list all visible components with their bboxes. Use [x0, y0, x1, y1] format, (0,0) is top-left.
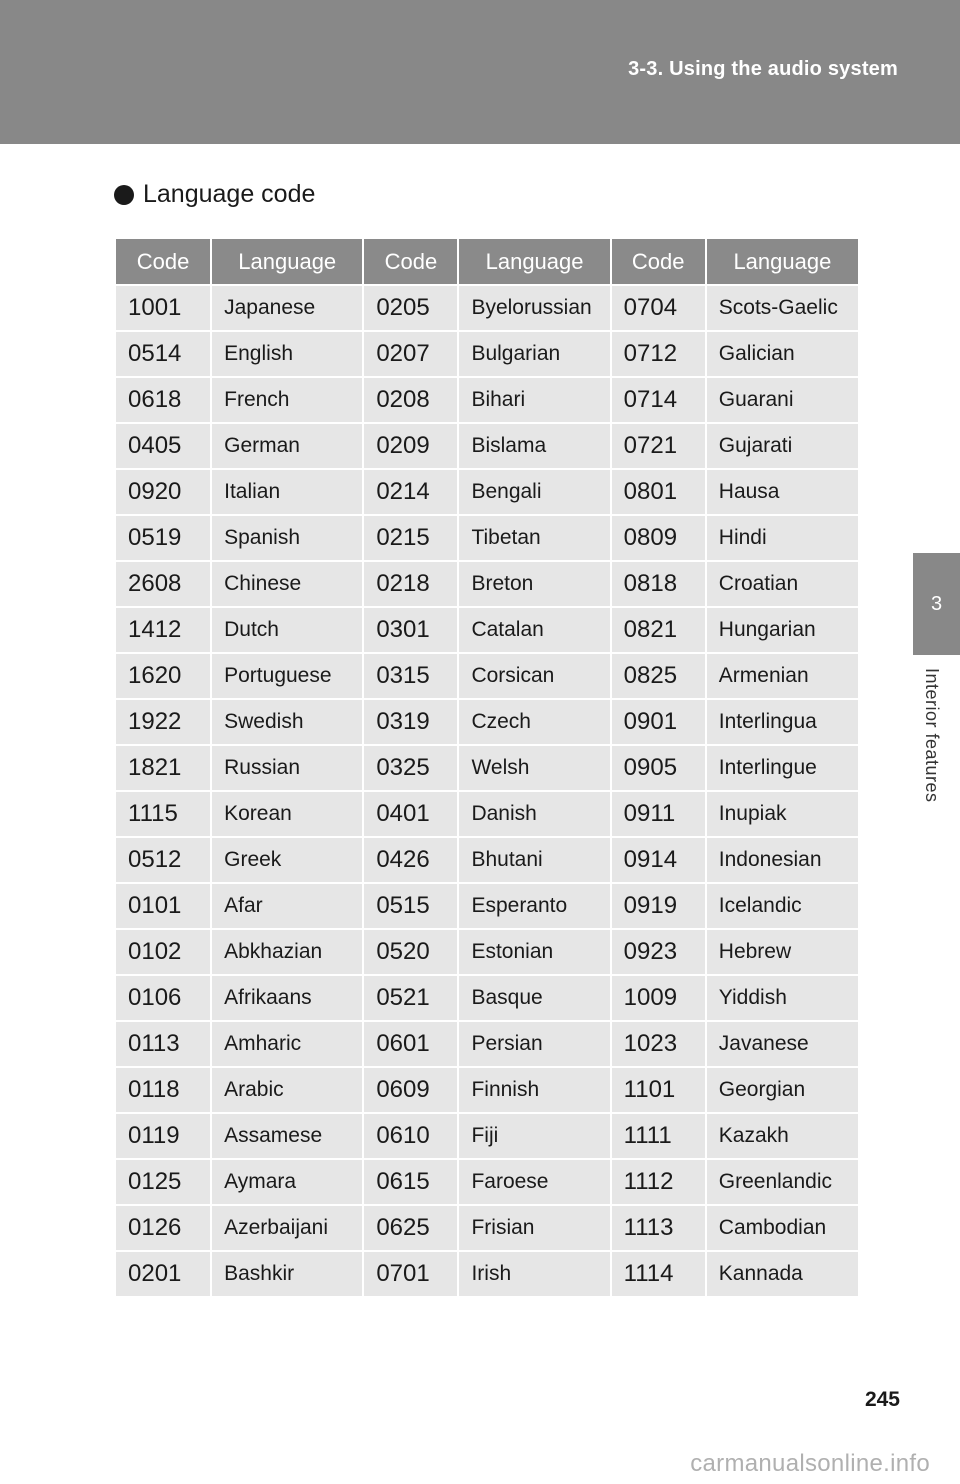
- table-row: [116, 745, 858, 791]
- language-cell: Tibetan: [458, 515, 610, 561]
- code-cell: 0601: [363, 1021, 458, 1067]
- header-bar: [0, 0, 960, 144]
- column-header: Code: [116, 239, 211, 285]
- table-row: [116, 469, 858, 515]
- language-cell: Interlingue: [706, 745, 858, 791]
- language-cell: Faroese: [458, 1159, 610, 1205]
- table-row: [116, 377, 858, 423]
- language-cell: Persian: [458, 1021, 610, 1067]
- code-cell: 0319: [363, 699, 458, 745]
- code-cell: 0315: [363, 653, 458, 699]
- language-cell: Guarani: [706, 377, 858, 423]
- code-cell: 0205: [363, 285, 458, 331]
- table-row: [116, 883, 858, 929]
- language-cell: Yiddish: [706, 975, 858, 1021]
- language-cell: Javanese: [706, 1021, 858, 1067]
- code-cell: 0514: [116, 331, 211, 377]
- column-header: Language: [211, 239, 363, 285]
- language-cell: Catalan: [458, 607, 610, 653]
- code-cell: 0126: [116, 1205, 211, 1251]
- code-cell: 0125: [116, 1159, 211, 1205]
- language-cell: Bhutani: [458, 837, 610, 883]
- chapter-tab: [913, 553, 960, 655]
- table-row: [116, 929, 858, 975]
- table-row: [116, 837, 858, 883]
- code-cell: 1620: [116, 653, 211, 699]
- code-cell: 0721: [611, 423, 706, 469]
- language-cell: Dutch: [211, 607, 363, 653]
- table-row: [116, 1067, 858, 1113]
- table-row: [116, 1021, 858, 1067]
- column-header: Code: [363, 239, 458, 285]
- code-cell: 1412: [116, 607, 211, 653]
- code-cell: 0609: [363, 1067, 458, 1113]
- code-cell: 0920: [116, 469, 211, 515]
- chapter-number: 3: [930, 592, 943, 615]
- language-cell: Irish: [458, 1251, 610, 1297]
- table-row: [116, 699, 858, 745]
- column-header: Code: [611, 239, 706, 285]
- code-cell: 0801: [611, 469, 706, 515]
- language-cell: Bengali: [458, 469, 610, 515]
- language-cell: Galician: [706, 331, 858, 377]
- language-cell: Greek: [211, 837, 363, 883]
- section-title: 3-3. Using the audio system: [628, 58, 898, 80]
- language-cell: Greenlandic: [706, 1159, 858, 1205]
- code-cell: 0405: [116, 423, 211, 469]
- language-cell: Swedish: [211, 699, 363, 745]
- language-cell: Inupiak: [706, 791, 858, 837]
- chapter-label: Interior features: [922, 668, 942, 803]
- code-cell: 0102: [116, 929, 211, 975]
- page-number: 245: [864, 1388, 900, 1411]
- language-cell: Amharic: [211, 1021, 363, 1067]
- language-cell: Hungarian: [706, 607, 858, 653]
- code-cell: 0520: [363, 929, 458, 975]
- table-header-row: [116, 239, 858, 285]
- code-cell: 0714: [611, 377, 706, 423]
- language-cell: Kazakh: [706, 1113, 858, 1159]
- code-cell: 0426: [363, 837, 458, 883]
- code-cell: 0515: [363, 883, 458, 929]
- language-cell: Breton: [458, 561, 610, 607]
- table-row: [116, 975, 858, 1021]
- table-row: [116, 1251, 858, 1297]
- language-cell: Hausa: [706, 469, 858, 515]
- language-cell: Scots-Gaelic: [706, 285, 858, 331]
- code-cell: 1101: [611, 1067, 706, 1113]
- code-cell: 0118: [116, 1067, 211, 1113]
- language-cell: Abkhazian: [211, 929, 363, 975]
- language-cell: Bashkir: [211, 1251, 363, 1297]
- language-cell: Fiji: [458, 1113, 610, 1159]
- language-cell: Czech: [458, 699, 610, 745]
- code-cell: 0905: [611, 745, 706, 791]
- language-cell: Frisian: [458, 1205, 610, 1251]
- language-cell: Corsican: [458, 653, 610, 699]
- language-cell: Japanese: [211, 285, 363, 331]
- language-cell: Azerbaijani: [211, 1205, 363, 1251]
- code-cell: 0301: [363, 607, 458, 653]
- code-cell: 1113: [611, 1205, 706, 1251]
- table-row: [116, 1113, 858, 1159]
- language-cell: Russian: [211, 745, 363, 791]
- code-cell: 0209: [363, 423, 458, 469]
- code-cell: 0825: [611, 653, 706, 699]
- language-cell: Esperanto: [458, 883, 610, 929]
- code-cell: 0914: [611, 837, 706, 883]
- column-header: Language: [458, 239, 610, 285]
- language-cell: Icelandic: [706, 883, 858, 929]
- language-cell: Kannada: [706, 1251, 858, 1297]
- code-cell: 1922: [116, 699, 211, 745]
- column-header: Language: [706, 239, 858, 285]
- code-cell: 0401: [363, 791, 458, 837]
- table-row: [116, 791, 858, 837]
- language-cell: Afrikaans: [211, 975, 363, 1021]
- code-cell: 0821: [611, 607, 706, 653]
- language-cell: Georgian: [706, 1067, 858, 1113]
- code-cell: 0704: [611, 285, 706, 331]
- code-cell: 0618: [116, 377, 211, 423]
- bullet-icon: [114, 185, 134, 205]
- language-cell: Spanish: [211, 515, 363, 561]
- code-cell: 0207: [363, 331, 458, 377]
- language-cell: Korean: [211, 791, 363, 837]
- code-cell: 1114: [611, 1251, 706, 1297]
- language-cell: Afar: [211, 883, 363, 929]
- language-cell: Indonesian: [706, 837, 858, 883]
- code-cell: 0615: [363, 1159, 458, 1205]
- language-cell: Bihari: [458, 377, 610, 423]
- code-cell: 0923: [611, 929, 706, 975]
- code-cell: 1023: [611, 1021, 706, 1067]
- code-cell: 0113: [116, 1021, 211, 1067]
- language-cell: Arabic: [211, 1067, 363, 1113]
- code-cell: 1112: [611, 1159, 706, 1205]
- table-row: [116, 423, 858, 469]
- language-cell: French: [211, 377, 363, 423]
- language-cell: Italian: [211, 469, 363, 515]
- code-cell: 0101: [116, 883, 211, 929]
- table-row: [116, 331, 858, 377]
- code-cell: 0701: [363, 1251, 458, 1297]
- code-cell: 0919: [611, 883, 706, 929]
- language-cell: Portuguese: [211, 653, 363, 699]
- language-cell: Bulgarian: [458, 331, 610, 377]
- code-cell: 1821: [116, 745, 211, 791]
- language-cell: Welsh: [458, 745, 610, 791]
- language-cell: German: [211, 423, 363, 469]
- language-cell: Interlingua: [706, 699, 858, 745]
- watermark: carmanualsonline.info: [690, 1450, 930, 1477]
- code-cell: 0901: [611, 699, 706, 745]
- language-code-heading: [114, 180, 315, 209]
- code-cell: 0911: [611, 791, 706, 837]
- code-cell: 0521: [363, 975, 458, 1021]
- language-cell: Danish: [458, 791, 610, 837]
- code-cell: 0625: [363, 1205, 458, 1251]
- code-cell: 0208: [363, 377, 458, 423]
- table-row: [116, 607, 858, 653]
- table-row: [116, 515, 858, 561]
- language-cell: Cambodian: [706, 1205, 858, 1251]
- language-cell: Aymara: [211, 1159, 363, 1205]
- language-cell: Bislama: [458, 423, 610, 469]
- language-cell: Armenian: [706, 653, 858, 699]
- language-cell: Estonian: [458, 929, 610, 975]
- code-cell: 0325: [363, 745, 458, 791]
- code-cell: 1115: [116, 791, 211, 837]
- language-cell: Chinese: [211, 561, 363, 607]
- code-cell: 0519: [116, 515, 211, 561]
- code-cell: 0512: [116, 837, 211, 883]
- code-cell: 0610: [363, 1113, 458, 1159]
- language-cell: Gujarati: [706, 423, 858, 469]
- table-row: [116, 285, 858, 331]
- heading-text: Language code: [143, 180, 316, 208]
- language-cell: English: [211, 331, 363, 377]
- code-cell: 0218: [363, 561, 458, 607]
- language-cell: Basque: [458, 975, 610, 1021]
- code-cell: 1001: [116, 285, 211, 331]
- language-cell: Hindi: [706, 515, 858, 561]
- code-cell: 2608: [116, 561, 211, 607]
- language-cell: Byelorussian: [458, 285, 610, 331]
- language-cell: Assamese: [211, 1113, 363, 1159]
- code-cell: 1111: [611, 1113, 706, 1159]
- code-cell: 0201: [116, 1251, 211, 1297]
- code-cell: 1009: [611, 975, 706, 1021]
- language-cell: Hebrew: [706, 929, 858, 975]
- code-cell: 0106: [116, 975, 211, 1021]
- table-row: [116, 653, 858, 699]
- table-row: [116, 561, 858, 607]
- language-code-table: [116, 239, 858, 1298]
- code-cell: 0809: [611, 515, 706, 561]
- table-row: [116, 1205, 858, 1251]
- code-cell: 0712: [611, 331, 706, 377]
- code-cell: 0119: [116, 1113, 211, 1159]
- code-cell: 0818: [611, 561, 706, 607]
- code-cell: 0214: [363, 469, 458, 515]
- table-row: [116, 1159, 858, 1205]
- code-cell: 0215: [363, 515, 458, 561]
- language-cell: Finnish: [458, 1067, 610, 1113]
- language-cell: Croatian: [706, 561, 858, 607]
